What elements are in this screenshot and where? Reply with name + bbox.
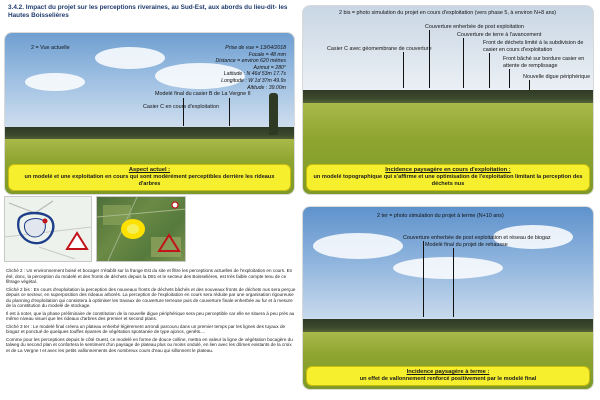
annotation-new-dike: Nouvelle digue périphérique <box>523 74 591 80</box>
annotation-leader <box>183 98 184 126</box>
caption-text: un modelé topographique qui s'affirme et une optimisation de l'exploitation limitant la perception des déchets nus <box>313 174 583 187</box>
caption-heading: Incidence paysagère en cours d'exploitation : <box>385 167 511 173</box>
caption-current <box>8 164 291 191</box>
photo-panel-final-state <box>302 206 594 390</box>
shot-azimuth: Azimut = 280° <box>253 64 286 71</box>
annotation-geomembrane: Casier C avec géomembrane de couverture <box>327 46 432 52</box>
paragraph-dike-note: Il est à noter, que la phase préliminaire de constitution de la nouvelle digue périphérique sera peu perceptible car elle se situera à peu près au même niveau visuel que les rideaux d'arbres des premier et second plans. <box>6 310 295 322</box>
shot-latitude: Latitude : N 46d 53m 17.7s <box>223 71 286 78</box>
simulation-label: 2 ter = photo simulation du projet à terme (N+10 ans) <box>377 213 504 219</box>
annotation-grass-cover: Couverture enherbée de post exploitation <box>425 24 524 30</box>
caption-heading: Aspect actuel : <box>128 167 171 173</box>
cloud <box>313 233 403 259</box>
annotation-cell-c: Casier C en cours d'exploitation <box>143 104 219 110</box>
annotation-leader <box>453 248 454 317</box>
annotation-covered-front: Front bâché sur bordure casier en attente de remplissage <box>503 56 585 69</box>
cloud <box>95 47 165 69</box>
aerial-photo-map <box>96 196 186 262</box>
view-label: 2 = Vue actuelle <box>31 45 70 51</box>
caption-during <box>306 164 590 191</box>
paragraph-cliche-2bis: Cliché 2 bis : En cours d'exploitation la perception des nouveaux fronts de déchets bâchés et des nouveaux fronts de déchets nus sera perçue depuis ce secteur, en superposition des rideaux arborés. La perception de l'exploitation en cours sera réduite par une organisation rigoureuse du planning d'exploitation qui consistera à optimiser les travaux de couverture terreuse puis de couverture finale enherbée au fur et à mesure de la constitution du modelé de stockage. <box>6 286 296 309</box>
shot-focal: Focale = 48 mm <box>248 51 286 58</box>
site-plan-drawing <box>5 197 92 262</box>
shot-altitude: Altitude : 39.00m <box>247 84 286 91</box>
caption-heading: Incidence paysagère à terme : <box>406 369 490 375</box>
caption-text: un effet de vallonnement renforcé positivement par le modelé final <box>359 376 537 382</box>
caption-final <box>306 366 590 386</box>
paragraph-cliche-3ter: Cliché 3 ter : Le modelé final créera un plateau enherbé légèrement arrondi parcouru dans un premier temps par les lignes des tuyaux de biogaz et ponctué de quelques touffes éparses de végétation spontanée de type ajoncs, genêts.... <box>6 323 286 335</box>
paragraph-cliche-2: Cliché 2 : Un environnement boisé et bocager n'établit sur la frange Est du site et filtre les perceptions actuelles de l'exploitation en cours. En été, donc, la perception du modelé et des fronts de déchets depuis la D81 et le secteur des Boisselières, est très faible compte tenu de ce filtrage végétal. <box>6 268 293 285</box>
page-title: 3.4.2. Impact du projet sur les perceptions riveraines, au Sud-Est, aux abords du lieu-dit- les Hautes Boisselières <box>8 4 288 19</box>
photo-panel-during-exploitation <box>302 5 594 195</box>
annotation-leader <box>403 52 404 88</box>
annotation-leader <box>463 38 464 88</box>
annotation-leader <box>489 53 490 88</box>
annotation-soil-cover: Couverture de terre à l'avancement <box>457 32 542 38</box>
tall-tree <box>269 93 278 135</box>
shot-longitude: Longitude : W 1d 37m 49.9s <box>221 77 286 84</box>
annotation-leader <box>429 30 430 88</box>
treeline <box>303 90 593 104</box>
body-text <box>6 268 296 355</box>
caption-text: un modelé et une exploitation en cours qui sont modérément perceptibles derrière les rideaux d'arbres <box>24 174 275 187</box>
annotation-waste-front: Front de déchets limité à la subdivision de casier en cours d'exploitation <box>483 40 584 53</box>
shot-date: Prise de vue = 13/04/2018 <box>225 45 286 51</box>
photo-panel-current-view <box>4 32 295 195</box>
shot-distance: Distance = environ 620 mètres <box>215 58 286 65</box>
annotation-leader <box>229 98 230 126</box>
annotation-leader <box>423 241 424 317</box>
location-maps <box>4 196 186 262</box>
aerial-photo-drawing <box>97 197 186 262</box>
annotation-final-model: Modelé final du casier B de La Vergne II <box>155 91 251 97</box>
simulation-label: 2 bis = photo simulation du projet en cours d'exploitation (vers phase 5, à environ N+8 ans) <box>339 10 557 16</box>
annotation-leader <box>529 80 530 90</box>
annotation-leader <box>509 69 510 88</box>
cloud <box>393 257 503 279</box>
paragraph-conclusion: Comme pour les perceptions depuis le côté Ouest, ce modelé en forme de douce colline, mettra en valeur la ligne de végétation bocagère du talweg du second plan et confortera le sentiment d'un paysage de plateau plus ou moins ondulé, en lien avec les dômes existants de la croix et de La Vergne I et avec les petits vallonnements des nombreux cours d'eau qui sillonnent le plateau. <box>6 336 293 353</box>
site-plan-map <box>4 196 92 262</box>
cloud <box>25 73 85 91</box>
annotation-final-model: Modelé final du projet de rehausse <box>425 242 508 248</box>
annotation-grass-cover-biogas: Couverture enherbée de post exploitation et réseau de biogaz <box>403 235 551 241</box>
treeline <box>303 319 593 333</box>
shot-metadata <box>216 45 287 91</box>
